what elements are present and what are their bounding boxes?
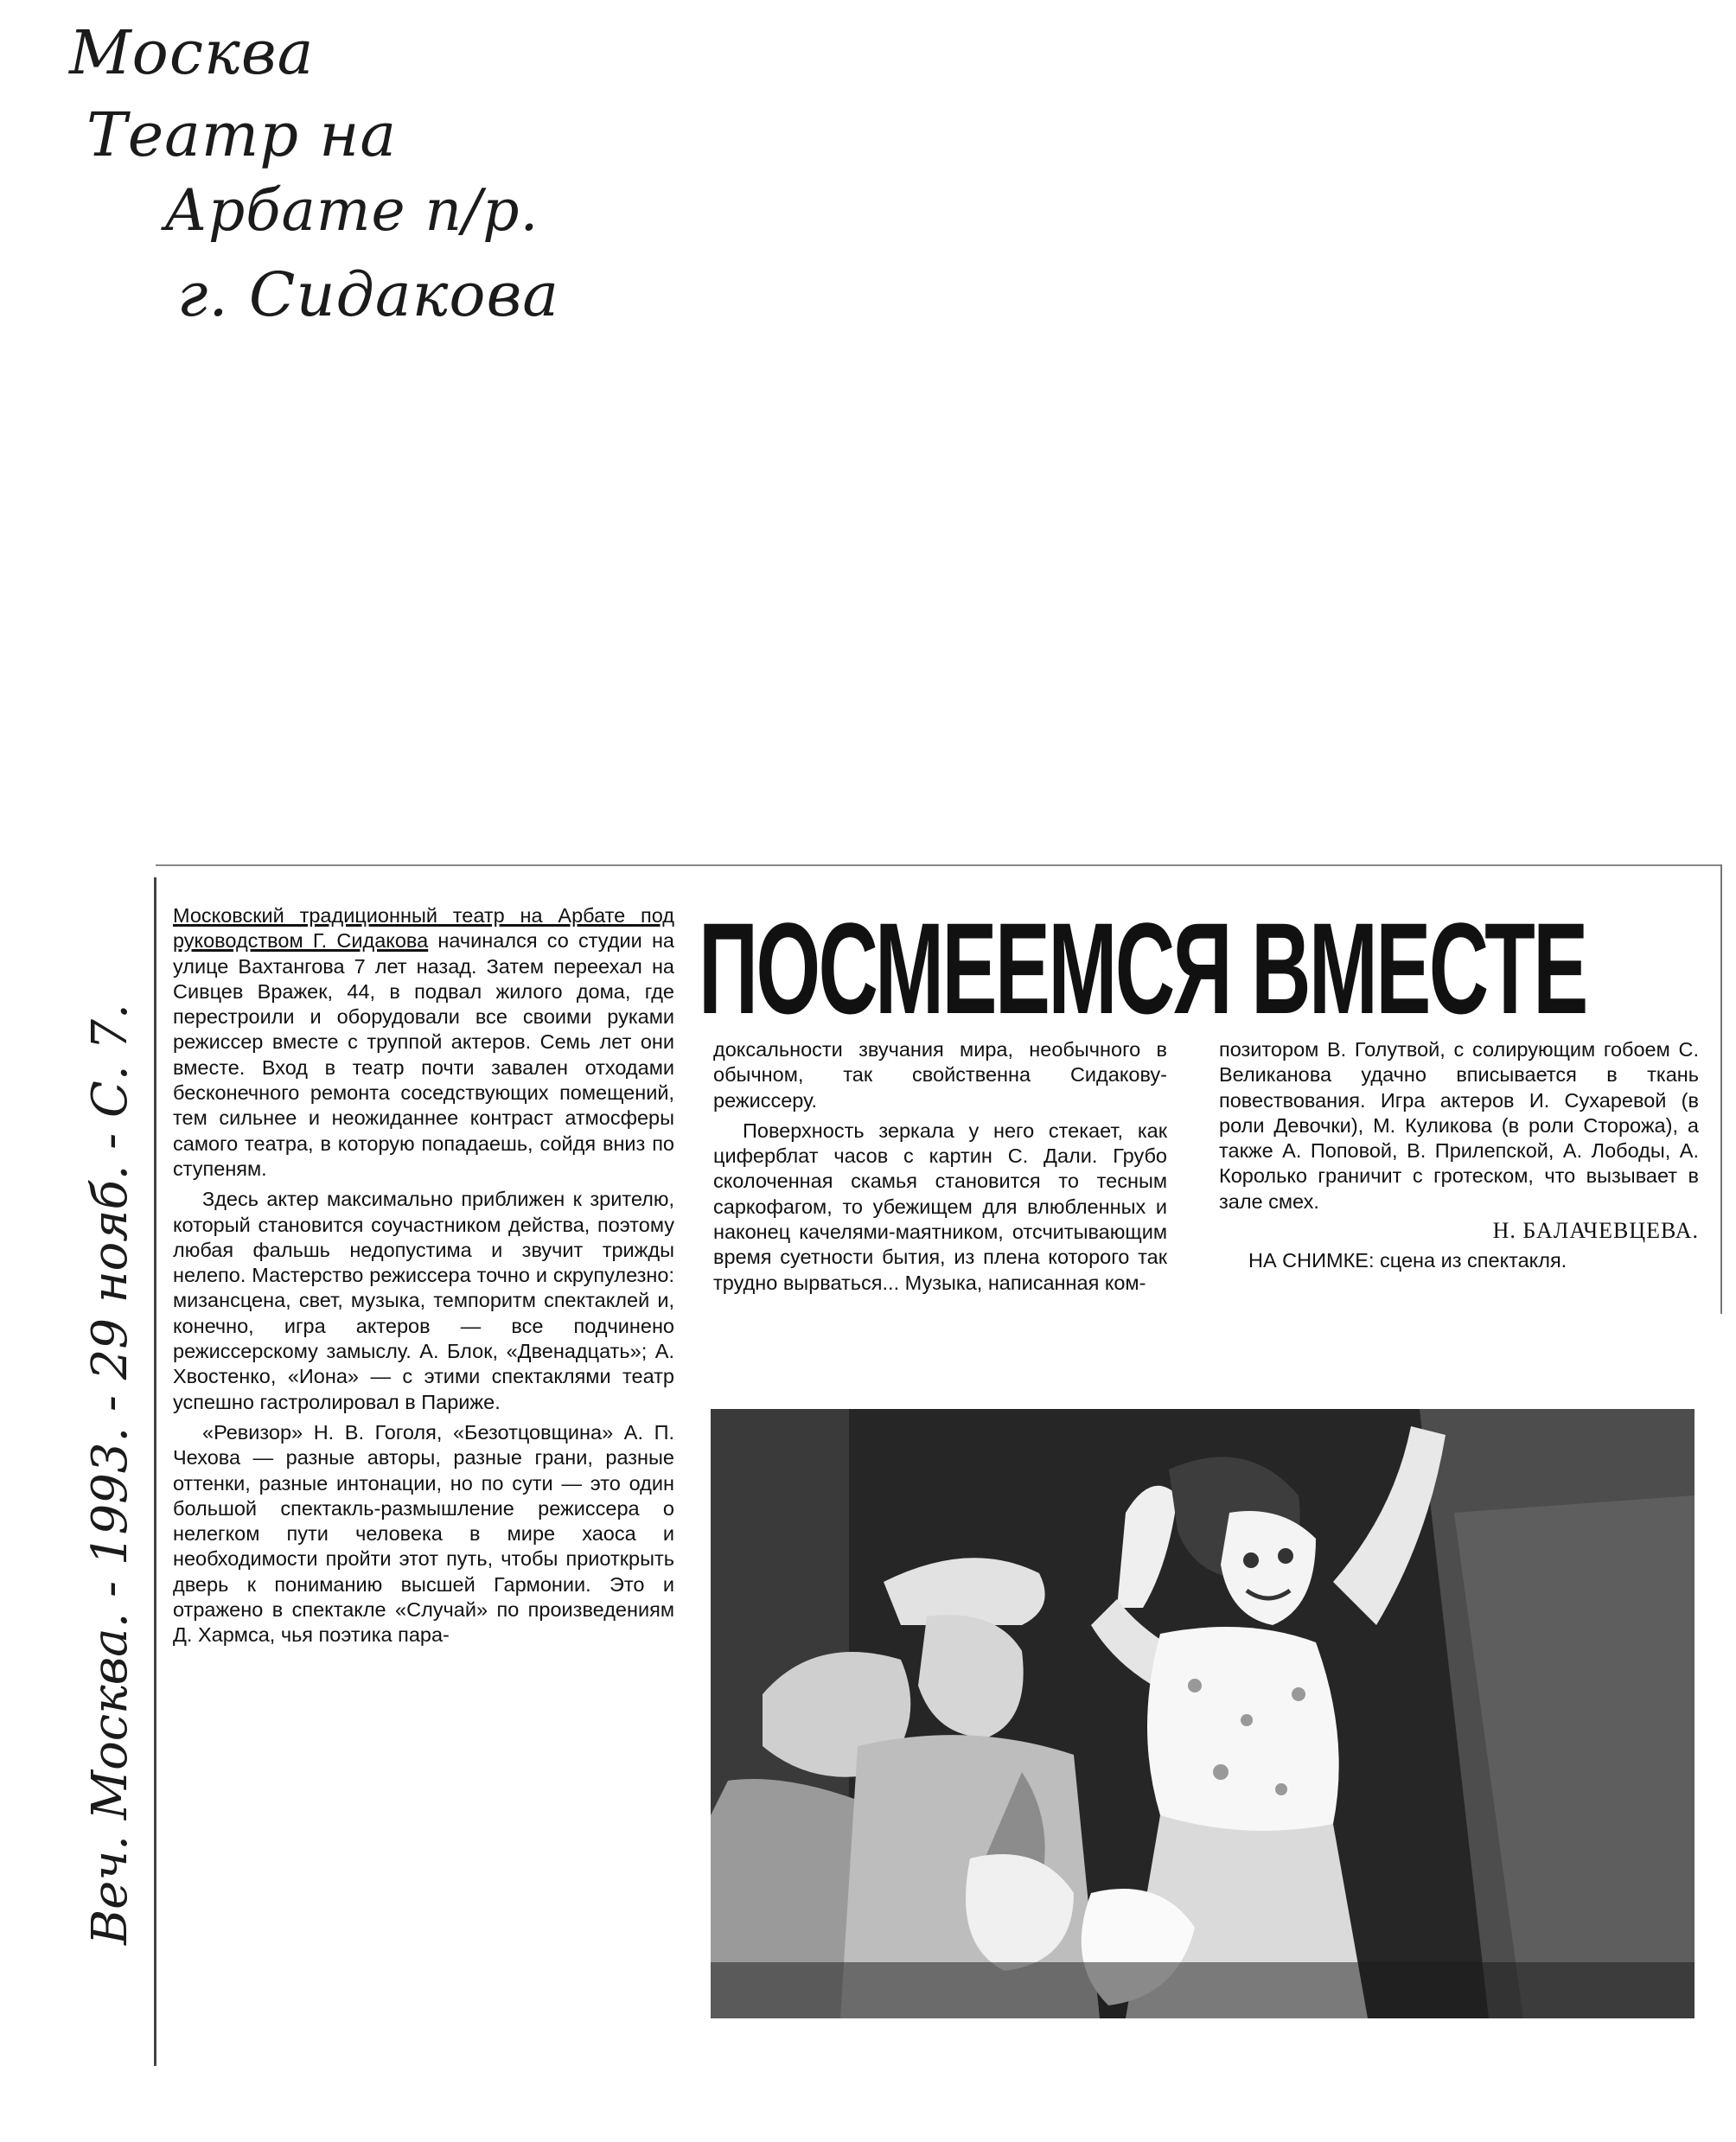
lead-underlined-text: Московский традиционный театр на Арбате под руководством Г. Сидакова	[173, 904, 674, 953]
scene-photo-illustration	[711, 1409, 1695, 2018]
scene-photo	[711, 1409, 1695, 2018]
photo-caption: НА СНИМКЕ: сцена из спектакля.	[1248, 1249, 1567, 1272]
handwritten-source-citation: Веч. Москва. - 1993. - 29 нояб. - С. 7.	[82, 1004, 138, 1945]
handwritten-note-line-1: Москва	[69, 17, 315, 88]
clipping-top-edge	[156, 864, 1720, 866]
article-paragraph-3: «Ревизор» Н. В. Гоголя, «Безотцовщина» А. П. Чехова — разные авторы, разные грани, разные оттенки, разные интонации, но по сути — это один большой спектакль-размышление режиссера о нелегком пути человека в мире хаоса и необходимости пройти этот путь, чтобы приоткрыть дверь к пониманию высшей Гармонии. Это и отражено в спектакле «Случай» по произведениям Д. Хармса, чья поэтика пара-	[173, 1420, 674, 1647]
clipping-right-edge	[1720, 864, 1722, 1314]
article-column-1	[173, 903, 674, 1648]
article-author: Н. БАЛАЧЕВЦЕВА.	[1492, 1218, 1699, 1244]
column-3-paragraph-1: позитором В. Голутвой, с солирующим гобоем С. Великанова удачно вписывается в ткань повествования. Игра актеров И. Сухаревой (в роли Девочки), М. Куликова (в роли Сторожа), а также А. Поповой, В. Прилепской, А. Лободы, А. Королько граничит с гротеском, что вызывает в зале смех.	[1219, 1038, 1699, 1213]
handwritten-note-line-3: Арбате п/р.	[164, 177, 539, 244]
article-headline: ПОСМЕЕМСЯ ВМЕСТЕ	[699, 896, 1586, 1041]
lead-text: начинался со студии на улице Вахтангова 7 лет назад. Затем переехал на Сивцев Вражек, 44, в подвал жилого дома, где перестроили и оборудовали все своими руками режиссер вместе с труппой актеров. Семь лет они вместе. Вход в театр почти завален отходами бесконечного ремонта соседствующих помещений, тем сильнее и неожиданнее контраст атмосферы самого театра, в которую попадаешь, сойдя вниз по ступеням.	[173, 929, 674, 1180]
article-column-2	[713, 1037, 1167, 1296]
article-column-3	[1219, 1037, 1699, 1274]
handwritten-note-line-2: Театр на	[86, 99, 398, 170]
handwritten-note-line-4: г. Сидакова	[177, 259, 560, 330]
column-2-paragraph-1: доксальности звучания мира, необычного в обычном, так свойственна Сидакову-режиссеру.	[713, 1038, 1167, 1112]
clipping-left-rule	[154, 877, 156, 2066]
lead-paragraph	[173, 903, 674, 1182]
column-2-paragraph-2: Поверхность зеркала у него стекает, как циферблат часов с картин С. Дали. Грубо сколоченная скамья становится то тесным саркофагом, то убежищем для влюбленных и наконец качелями-маятником, отсчитывающим время суетности бытия, из плена которого так трудно вырваться... Музыка, написанная ком-	[713, 1119, 1167, 1294]
article-paragraph-2: Здесь актер максимально приближен к зрителю, который становится соучастником действа, поэтому любая фальшь недопустима и звучит трижды нелепо. Мастерство режиссера точно и скрупулезно: мизансцена, свет, музыка, темпоритм спектаклей и, конечно, игра актеров — все подчинено режиссерскому замыслу. А. Блок, «Двенадцать»; А. Хвостенко, «Иона» — с этими спектаклями театр успешно гастролировал в Париже.	[173, 1188, 674, 1413]
